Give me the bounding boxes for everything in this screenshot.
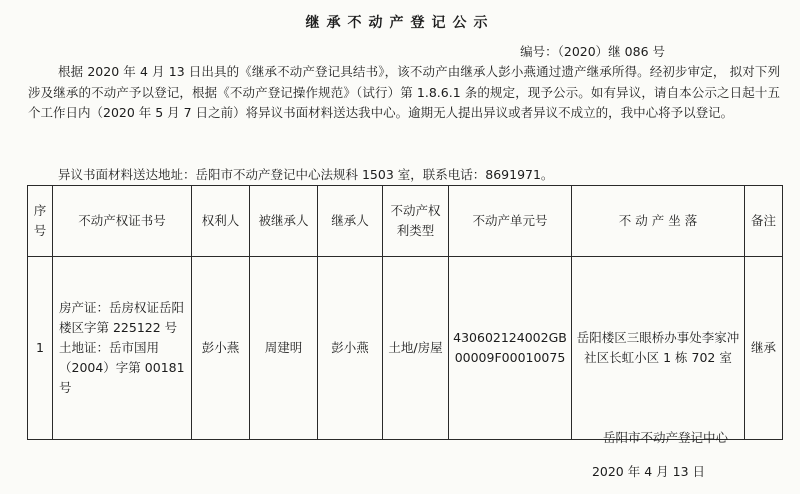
header-location: 不 动 产 坐 落 bbox=[572, 186, 745, 257]
cell-cert bbox=[53, 257, 192, 440]
header-right-type: 不动产权利类型 bbox=[383, 186, 449, 257]
table-header-row bbox=[28, 186, 783, 257]
header-note: 备注 bbox=[745, 186, 783, 257]
header-unit-no: 不动产单元号 bbox=[449, 186, 572, 257]
header-cert: 不动产权证书号 bbox=[53, 186, 192, 257]
cell-unit-no: 430602124002GB00009F00010075 bbox=[449, 257, 572, 440]
cell-note: 继承 bbox=[745, 257, 783, 440]
cell-decedent: 周建明 bbox=[250, 257, 318, 440]
cell-right-type: 土地/房屋 bbox=[383, 257, 449, 440]
objection-address: 异议书面材料送达地址：岳阳市不动产登记中心法规科 1503 室，联系电话：8691971。 bbox=[58, 167, 554, 182]
document-number: 编号：（2020）继 086 号 bbox=[520, 44, 665, 59]
cert-land: 土地证：岳市国用（2004）字第 00181 号 bbox=[59, 340, 185, 395]
notice-paragraph: 根据 2020 年 4 月 13 日出具的《继承不动产登记具结书》，该不动产由继承人彭小燕通过遗产继承所得。经初步审定， 拟对下列涉及继承的不动产予以登记，根据《不动产登记操作规范》（试行）第 1.8.6.1 条的规定，现予公示。如有异议，请自本公示之日起十五个工作日内（2020 年 5 月 7 日之前）将异议书面材料送达我中心。逾期无人提出异议或者异议不成立的，我中心将予以登记。 bbox=[28, 64, 780, 120]
cell-owner: 彭小燕 bbox=[192, 257, 250, 440]
registration-table bbox=[27, 185, 783, 440]
table-row bbox=[28, 257, 783, 440]
header-decedent: 被继承人 bbox=[250, 186, 318, 257]
cert-house: 房产证：岳房权证岳阳楼区字第 225122 号 bbox=[59, 300, 185, 335]
header-heir: 继承人 bbox=[318, 186, 383, 257]
cell-location: 岳阳楼区三眼桥办事处李家冲社区长虹小区 1 栋 702 室 bbox=[572, 257, 745, 440]
cell-heir: 彭小燕 bbox=[318, 257, 383, 440]
header-seq: 序号 bbox=[28, 186, 53, 257]
issuer-signature: 岳阳市不动产登记中心 bbox=[602, 430, 728, 445]
page-title: 继承不动产登记公示 bbox=[305, 15, 495, 31]
issue-date: 2020 年 4 月 13 日 bbox=[591, 464, 705, 479]
header-owner: 权利人 bbox=[192, 186, 250, 257]
cell-seq: 1 bbox=[28, 257, 53, 440]
